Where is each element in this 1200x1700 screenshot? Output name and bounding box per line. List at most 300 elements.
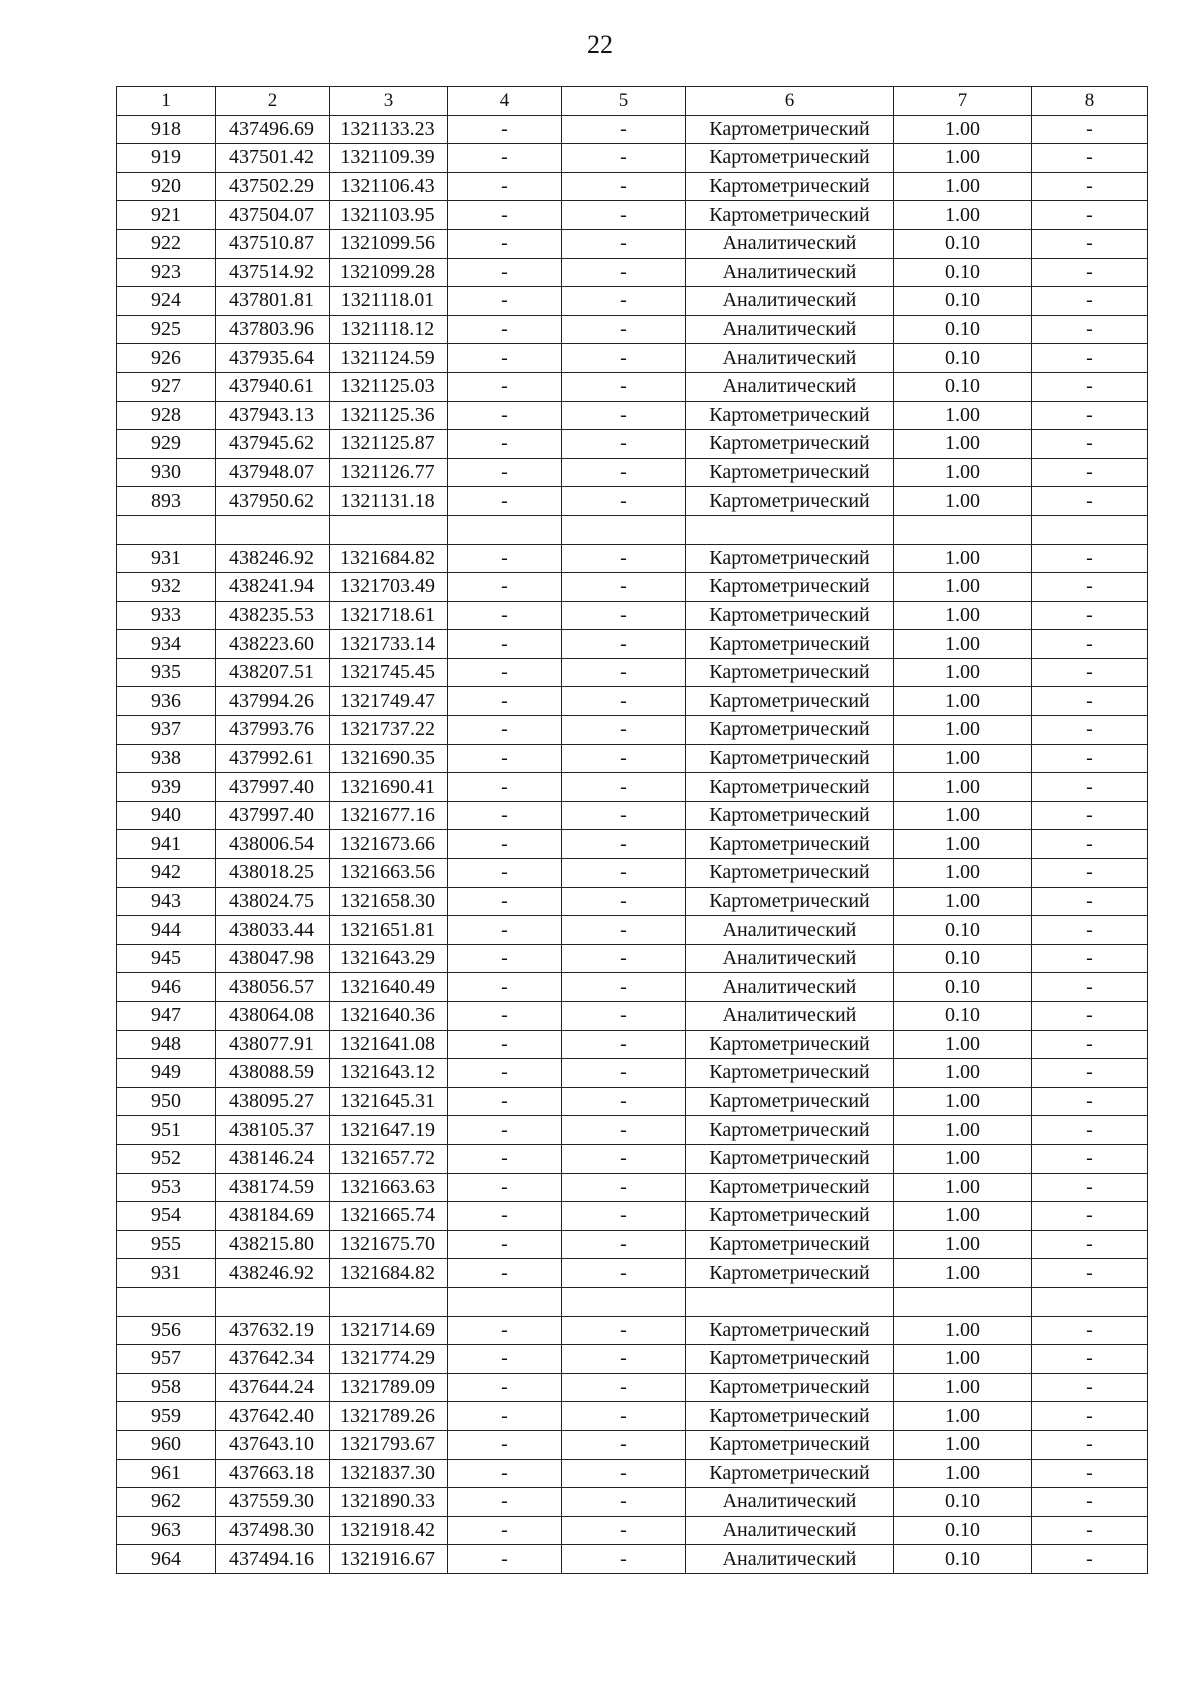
table-row (117, 458, 1148, 487)
table-cell: 1.00 (894, 744, 1032, 773)
table-cell: 1.00 (894, 1259, 1032, 1288)
table-cell: 0.10 (894, 372, 1032, 401)
empty-cell (216, 515, 330, 544)
table-cell: 438077.91 (216, 1030, 330, 1059)
table-row (117, 1402, 1148, 1431)
table-row (117, 1545, 1148, 1574)
table-cell: 923 (117, 258, 216, 287)
table-row (117, 973, 1148, 1002)
table-cell: 437494.16 (216, 1545, 330, 1574)
table-cell: 0.10 (894, 944, 1032, 973)
table-cell: 1321789.26 (330, 1402, 448, 1431)
table-cell: - (448, 401, 562, 430)
table-cell: Картометрический (686, 630, 894, 659)
table-cell: 960 (117, 1430, 216, 1459)
table-cell: - (448, 859, 562, 888)
table-cell: Картометрический (686, 887, 894, 916)
table-cell: 1.00 (894, 1402, 1032, 1431)
table-cell: - (562, 1202, 686, 1231)
table-cell: Картометрический (686, 773, 894, 802)
empty-cell (117, 515, 216, 544)
table-cell: 1321774.29 (330, 1345, 448, 1374)
table-cell: 942 (117, 859, 216, 888)
table-cell: 956 (117, 1316, 216, 1345)
table-cell: 1321126.77 (330, 458, 448, 487)
table-cell: - (562, 1516, 686, 1545)
table-cell: 946 (117, 973, 216, 1002)
table-cell: - (448, 201, 562, 230)
table-cell: - (448, 830, 562, 859)
table-cell: 1.00 (894, 773, 1032, 802)
table-cell: 953 (117, 1173, 216, 1202)
table-cell: 958 (117, 1373, 216, 1402)
table-cell: - (1032, 487, 1148, 516)
table-cell: 945 (117, 944, 216, 973)
table-row (117, 1002, 1148, 1031)
table-cell: - (1032, 1259, 1148, 1288)
table-row (117, 1116, 1148, 1145)
table-cell: 437992.61 (216, 744, 330, 773)
table-cell: 1.00 (894, 859, 1032, 888)
table-row (117, 544, 1148, 573)
table-cell: 1.00 (894, 1173, 1032, 1202)
empty-cell (562, 1287, 686, 1316)
table-row (117, 1459, 1148, 1488)
table-cell: - (1032, 1459, 1148, 1488)
table-cell: - (448, 916, 562, 945)
table-cell: Картометрический (686, 458, 894, 487)
table-cell: 0.10 (894, 973, 1032, 1002)
table-row (117, 1488, 1148, 1517)
table-cell: - (1032, 144, 1148, 173)
table-row (117, 1144, 1148, 1173)
table-cell: 1321651.81 (330, 916, 448, 945)
table-row (117, 1373, 1148, 1402)
table-cell: 438056.57 (216, 973, 330, 1002)
table-row (117, 115, 1148, 144)
table-cell: - (1032, 630, 1148, 659)
table-cell: - (448, 630, 562, 659)
table-cell: - (1032, 1430, 1148, 1459)
table-cell: 437502.29 (216, 172, 330, 201)
table-cell: - (1032, 115, 1148, 144)
table-cell: - (1032, 1488, 1148, 1517)
table-cell: - (448, 1116, 562, 1145)
table-cell: 1321684.82 (330, 544, 448, 573)
table-cell: Картометрический (686, 658, 894, 687)
table-row (117, 401, 1148, 430)
table-cell: 955 (117, 1230, 216, 1259)
header-cell: 2 (216, 87, 330, 116)
table-row (117, 744, 1148, 773)
table-cell: 1321643.12 (330, 1059, 448, 1088)
table-cell: - (562, 716, 686, 745)
table-row (117, 1345, 1148, 1374)
table-cell: Картометрический (686, 1345, 894, 1374)
table-cell: 1321647.19 (330, 1116, 448, 1145)
table-cell: - (448, 716, 562, 745)
table-cell: Аналитический (686, 287, 894, 316)
table-cell: - (1032, 1030, 1148, 1059)
table-cell: 1321657.72 (330, 1144, 448, 1173)
table-row (117, 1316, 1148, 1345)
table-cell: - (1032, 601, 1148, 630)
table-cell: - (448, 887, 562, 916)
table-cell: 918 (117, 115, 216, 144)
table-row (117, 573, 1148, 602)
table-cell: 937 (117, 716, 216, 745)
table-cell: - (562, 315, 686, 344)
table-cell: 1321690.35 (330, 744, 448, 773)
table-cell: 1.00 (894, 1030, 1032, 1059)
table-cell: 926 (117, 344, 216, 373)
page-number: 22 (587, 30, 613, 59)
table-row (117, 658, 1148, 687)
table-cell: - (448, 344, 562, 373)
table-row (117, 630, 1148, 659)
empty-cell (562, 515, 686, 544)
table-cell: - (1032, 658, 1148, 687)
table-row (117, 287, 1148, 316)
table-cell: 437943.13 (216, 401, 330, 430)
table-cell: 437935.64 (216, 344, 330, 373)
table-cell: - (1032, 1345, 1148, 1374)
table-cell: 1321125.87 (330, 430, 448, 459)
table-cell: - (562, 1002, 686, 1031)
table-cell: 1.00 (894, 401, 1032, 430)
table-cell: Картометрический (686, 573, 894, 602)
table-cell: 1.00 (894, 601, 1032, 630)
table-cell: - (1032, 1087, 1148, 1116)
table-cell: 1321733.14 (330, 630, 448, 659)
table-cell: - (1032, 401, 1148, 430)
table-cell: 0.10 (894, 1545, 1032, 1574)
table-row (117, 1202, 1148, 1231)
table-cell: - (562, 1316, 686, 1345)
table-cell: - (562, 344, 686, 373)
table-cell: - (1032, 1230, 1148, 1259)
table-cell: - (1032, 916, 1148, 945)
table-cell: 1321131.18 (330, 487, 448, 516)
table-cell: 932 (117, 573, 216, 602)
table-cell: 437642.40 (216, 1402, 330, 1431)
table-cell: - (562, 229, 686, 258)
table-cell: - (562, 1144, 686, 1173)
table-cell: - (448, 1144, 562, 1173)
table-cell: - (1032, 859, 1148, 888)
table-cell: - (448, 773, 562, 802)
table-cell: Картометрический (686, 1402, 894, 1431)
table-cell: 1321103.95 (330, 201, 448, 230)
table-cell: 0.10 (894, 344, 1032, 373)
table-cell: - (448, 544, 562, 573)
table-cell: - (1032, 801, 1148, 830)
table-cell: 939 (117, 773, 216, 802)
table-cell: - (562, 144, 686, 173)
empty-cell (686, 1287, 894, 1316)
table-cell: 943 (117, 887, 216, 916)
table-row (117, 1059, 1148, 1088)
table-cell: 437504.07 (216, 201, 330, 230)
table-cell: - (448, 1002, 562, 1031)
table-cell: 933 (117, 601, 216, 630)
table-cell: 1321665.74 (330, 1202, 448, 1231)
table-cell: Аналитический (686, 229, 894, 258)
table-cell: 948 (117, 1030, 216, 1059)
table-cell: 0.10 (894, 916, 1032, 945)
table-cell: Аналитический (686, 372, 894, 401)
table-cell: 1.00 (894, 544, 1032, 573)
table-cell: Аналитический (686, 1002, 894, 1031)
table-cell: 1321118.12 (330, 315, 448, 344)
table-cell: 437993.76 (216, 716, 330, 745)
table-cell: - (562, 830, 686, 859)
table-cell: 437803.96 (216, 315, 330, 344)
table-cell: 438006.54 (216, 830, 330, 859)
table-cell: - (1032, 1545, 1148, 1574)
table-cell: 1321645.31 (330, 1087, 448, 1116)
table-cell: - (562, 1345, 686, 1374)
table-cell: 1.00 (894, 172, 1032, 201)
table-cell: 0.10 (894, 315, 1032, 344)
table-cell: - (448, 487, 562, 516)
table-cell: 437510.87 (216, 229, 330, 258)
table-cell: - (448, 1545, 562, 1574)
table-cell: 928 (117, 401, 216, 430)
table-cell: 1.00 (894, 1087, 1032, 1116)
table-cell: 0.10 (894, 258, 1032, 287)
table-cell: 1.00 (894, 630, 1032, 659)
table-cell: 1321124.59 (330, 344, 448, 373)
table-cell: 1321643.29 (330, 944, 448, 973)
table-cell: - (448, 973, 562, 1002)
table-row (117, 1259, 1148, 1288)
table-cell: Аналитический (686, 973, 894, 1002)
table-row (117, 944, 1148, 973)
header-cell: 3 (330, 87, 448, 116)
table-cell: Картометрический (686, 716, 894, 745)
table-cell: 1.00 (894, 1373, 1032, 1402)
table-cell: 437940.61 (216, 372, 330, 401)
table-cell: 919 (117, 144, 216, 173)
table-cell: 1321690.41 (330, 773, 448, 802)
table-cell: 1321640.49 (330, 973, 448, 1002)
table-cell: 1.00 (894, 1202, 1032, 1231)
table-cell: - (448, 430, 562, 459)
table-cell: 925 (117, 315, 216, 344)
table-cell: 922 (117, 229, 216, 258)
table-cell: 921 (117, 201, 216, 230)
table-cell: - (448, 372, 562, 401)
table-cell: 0.10 (894, 1002, 1032, 1031)
table-cell: - (448, 1516, 562, 1545)
table-cell: Картометрический (686, 1230, 894, 1259)
header-row (117, 87, 1148, 116)
table-cell: Картометрический (686, 1173, 894, 1202)
table-cell: 438174.59 (216, 1173, 330, 1202)
table-cell: - (448, 1230, 562, 1259)
table-cell: 438235.53 (216, 601, 330, 630)
table-cell: - (1032, 716, 1148, 745)
table-cell: Аналитический (686, 944, 894, 973)
table-cell: 438033.44 (216, 916, 330, 945)
table-cell: - (448, 229, 562, 258)
table-cell: - (1032, 258, 1148, 287)
table-cell: - (448, 115, 562, 144)
table-cell: - (562, 744, 686, 773)
table-cell: - (562, 1488, 686, 1517)
table-cell: 438064.08 (216, 1002, 330, 1031)
table-cell: 1.00 (894, 1316, 1032, 1345)
table-cell: 437945.62 (216, 430, 330, 459)
table-cell: Картометрический (686, 1259, 894, 1288)
table-cell: 1321677.16 (330, 801, 448, 830)
table-cell: - (562, 172, 686, 201)
table-cell: 1.00 (894, 1459, 1032, 1488)
table-cell: - (1032, 1316, 1148, 1345)
table-cell: 437501.42 (216, 144, 330, 173)
table-cell: - (1032, 172, 1148, 201)
table-cell: 957 (117, 1345, 216, 1374)
table-cell: - (562, 773, 686, 802)
separator-row (117, 515, 1148, 544)
table-cell: Картометрический (686, 487, 894, 516)
table-cell: 1.00 (894, 830, 1032, 859)
table-cell: 438207.51 (216, 658, 330, 687)
table-cell: 1321133.23 (330, 115, 448, 144)
coordinates-table (116, 86, 1148, 1574)
table-cell: 947 (117, 1002, 216, 1031)
table-cell: 941 (117, 830, 216, 859)
table-cell: 437801.81 (216, 287, 330, 316)
table-row (117, 916, 1148, 945)
table-cell: - (562, 1259, 686, 1288)
table-cell: 437632.19 (216, 1316, 330, 1345)
empty-cell (1032, 1287, 1148, 1316)
header-cell: 1 (117, 87, 216, 116)
table-row (117, 801, 1148, 830)
table-cell: Картометрический (686, 744, 894, 773)
table-cell: - (562, 801, 686, 830)
table-cell: Картометрический (686, 1459, 894, 1488)
table-cell: - (1032, 201, 1148, 230)
table-cell: - (562, 1545, 686, 1574)
table-cell: 1321718.61 (330, 601, 448, 630)
table-cell: 931 (117, 1259, 216, 1288)
table-cell: 1.00 (894, 1116, 1032, 1145)
table-cell: Картометрический (686, 1087, 894, 1116)
table-cell: 893 (117, 487, 216, 516)
table-cell: 1321673.66 (330, 830, 448, 859)
table-cell: 1321749.47 (330, 687, 448, 716)
table-cell: 935 (117, 658, 216, 687)
table-row (117, 372, 1148, 401)
table-cell: 1321099.28 (330, 258, 448, 287)
table-cell: 1321658.30 (330, 887, 448, 916)
table-cell: Аналитический (686, 258, 894, 287)
table-cell: 1321918.42 (330, 1516, 448, 1545)
table-cell: 1.00 (894, 1059, 1032, 1088)
table-cell: - (562, 1230, 686, 1259)
table-cell: Картометрический (686, 201, 894, 230)
table-cell: - (1032, 1059, 1148, 1088)
table-cell: - (448, 258, 562, 287)
empty-cell (686, 515, 894, 544)
table-cell: - (562, 201, 686, 230)
table-cell: - (1032, 944, 1148, 973)
table-cell: - (1032, 1373, 1148, 1402)
table-cell: - (562, 1087, 686, 1116)
header-cell: 7 (894, 87, 1032, 116)
table-cell: - (448, 801, 562, 830)
table-row (117, 859, 1148, 888)
table-cell: 1.00 (894, 1345, 1032, 1374)
table-cell: Картометрический (686, 401, 894, 430)
table-cell: 1321109.39 (330, 144, 448, 173)
table-cell: 1.00 (894, 115, 1032, 144)
table-cell: - (448, 944, 562, 973)
table-cell: 944 (117, 916, 216, 945)
table-cell: 1321118.01 (330, 287, 448, 316)
table-cell: 438024.75 (216, 887, 330, 916)
table-cell: 949 (117, 1059, 216, 1088)
table-row (117, 172, 1148, 201)
table-cell: - (448, 687, 562, 716)
table-cell: - (1032, 687, 1148, 716)
empty-cell (330, 1287, 448, 1316)
table-cell: 1321125.36 (330, 401, 448, 430)
table-cell: Картометрический (686, 601, 894, 630)
table-cell: 1321703.49 (330, 573, 448, 602)
table-cell: 438146.24 (216, 1144, 330, 1173)
table-cell: 1.00 (894, 430, 1032, 459)
table-cell: 963 (117, 1516, 216, 1545)
table-cell: 1321837.30 (330, 1459, 448, 1488)
table-cell: - (562, 1059, 686, 1088)
table-cell: - (562, 287, 686, 316)
table-cell: 1321714.69 (330, 1316, 448, 1345)
table-cell: 437663.18 (216, 1459, 330, 1488)
table-row (117, 830, 1148, 859)
table-cell: 930 (117, 458, 216, 487)
table-cell: 1.00 (894, 201, 1032, 230)
table-row (117, 487, 1148, 516)
empty-cell (894, 1287, 1032, 1316)
table-cell: - (562, 859, 686, 888)
table-cell: 1.00 (894, 1230, 1032, 1259)
table-cell: 924 (117, 287, 216, 316)
table-row (117, 258, 1148, 287)
table-cell: 438047.98 (216, 944, 330, 973)
table-cell: 438215.80 (216, 1230, 330, 1259)
table-cell: Аналитический (686, 1516, 894, 1545)
table-cell: 1321099.56 (330, 229, 448, 258)
table-cell: Картометрический (686, 1059, 894, 1088)
table-cell: 437644.24 (216, 1373, 330, 1402)
table-cell: Картометрический (686, 1373, 894, 1402)
table-cell: 1.00 (894, 658, 1032, 687)
table-row (117, 430, 1148, 459)
table-cell: - (1032, 1002, 1148, 1031)
table-cell: 0.10 (894, 1516, 1032, 1545)
table-cell: - (1032, 973, 1148, 1002)
table-cell: - (448, 458, 562, 487)
table-cell: - (562, 1030, 686, 1059)
table-cell: Картометрический (686, 801, 894, 830)
table-cell: - (448, 573, 562, 602)
table-cell: 1321890.33 (330, 1488, 448, 1517)
table-cell: - (1032, 1402, 1148, 1431)
